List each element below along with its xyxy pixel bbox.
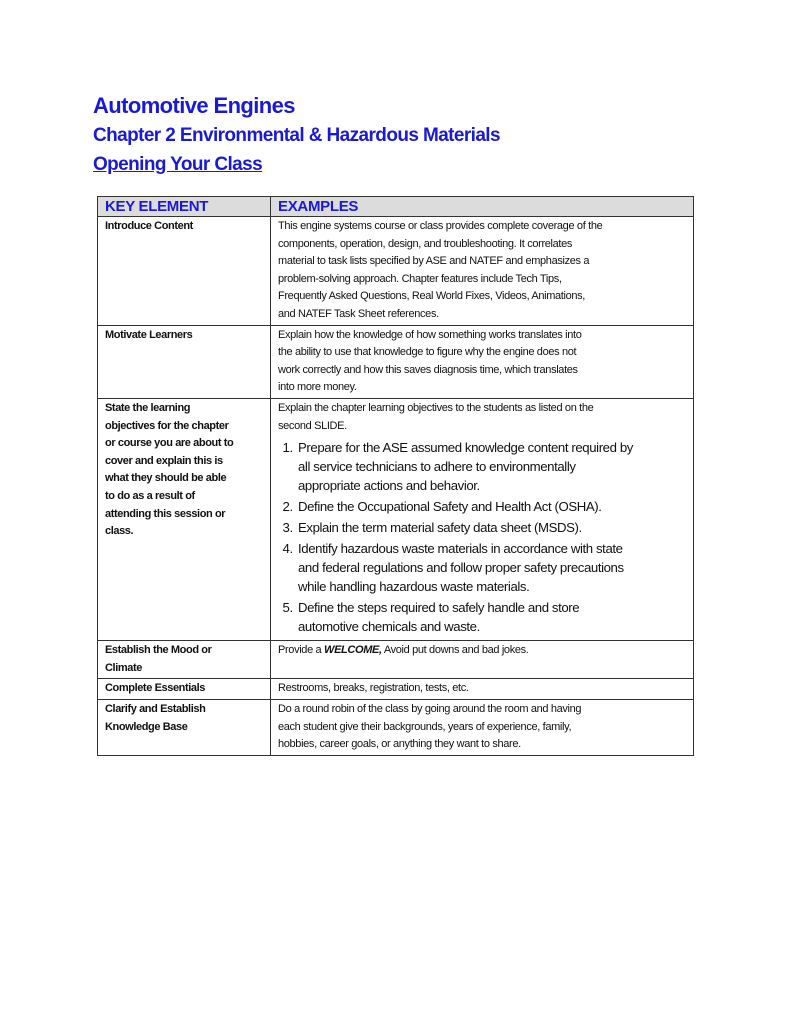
objective-line: 3. Explain the term material safety data sheet (MSDS). <box>298 520 582 536</box>
example-cell <box>271 398 694 640</box>
example-line: problem-solving approach. Chapter features include Tech Tips, <box>278 272 562 285</box>
example-line: Do a round robin of the class by going around the room and having <box>278 702 582 715</box>
example-line: the ability to use that knowledge to figure why the engine does not <box>278 346 577 359</box>
objective-item <box>296 539 687 596</box>
example-text: Provide a <box>278 644 325 657</box>
example-cell <box>271 217 694 326</box>
key-element-cell <box>98 217 271 326</box>
key-element-cell <box>98 325 271 398</box>
column-header-key-element: KEY ELEMENT <box>98 197 271 217</box>
objective-line: automotive chemicals and waste. <box>298 619 480 635</box>
example-line: Restrooms, breaks, registration, tests, etc. <box>278 682 469 695</box>
key-line: Introduce Content <box>105 220 193 232</box>
example-line <box>278 642 687 660</box>
example-cell <box>271 325 694 398</box>
table-row <box>98 398 694 640</box>
key-element-cell <box>98 679 271 700</box>
example-line: and NATEF Task Sheet references. <box>278 307 439 320</box>
example-line: Frequently Asked Questions, Real World Fixes, Videos, Animations, <box>278 290 586 303</box>
example-cell <box>271 679 694 700</box>
example-cell <box>271 699 694 755</box>
table-row <box>98 217 694 326</box>
key-element-cell <box>98 398 271 640</box>
objective-item <box>296 518 687 537</box>
key-line: Knowledge Base <box>105 720 188 733</box>
example-line: Explain how the knowledge of how something works translates into <box>278 328 582 341</box>
key-line: to do as a result of <box>105 489 195 502</box>
objective-line: while handling hazardous waste materials. <box>298 579 530 595</box>
objective-line: 2. Define the Occupational Safety and Health Act (OSHA). <box>298 499 602 515</box>
example-line: material to task lists specified by ASE and NATEF and emphasizes a <box>278 255 590 268</box>
key-line: Establish the Mood or <box>105 644 212 657</box>
example-line: into more money. <box>278 381 357 394</box>
example-cell <box>271 641 694 679</box>
example-line: hobbies, career goals, or anything they want to share. <box>278 738 521 751</box>
key-line: attending this session or <box>105 507 226 520</box>
objective-item <box>296 598 687 636</box>
table-row <box>98 679 694 700</box>
key-line: class. <box>105 525 134 538</box>
key-elements-table <box>97 196 694 756</box>
example-line: second SLIDE. <box>278 419 347 432</box>
key-element-cell <box>98 641 271 679</box>
objective-item <box>296 438 687 495</box>
example-text: Avoid put downs and bad jokes. <box>381 644 529 657</box>
key-element-cell <box>98 699 271 755</box>
objective-line: all service technicians to adhere to environmentally <box>298 459 576 475</box>
objectives-list <box>278 438 687 636</box>
document-title: Automotive Engines <box>93 93 295 118</box>
welcome-emphasis: WELCOME, <box>324 644 382 657</box>
objective-line: appropriate actions and behavior. <box>298 478 480 494</box>
key-line: Clarify and Establish <box>105 702 206 715</box>
objective-line: 4. Identify hazardous waste materials in accordance with state <box>298 541 623 557</box>
table-row <box>98 325 694 398</box>
objective-line: 5. Define the steps required to safely handle and store <box>298 600 580 616</box>
table-header-row <box>98 197 694 217</box>
key-line: or course you are about to <box>105 437 234 450</box>
column-header-examples: EXAMPLES <box>271 197 694 217</box>
key-line: Complete Essentials <box>105 682 205 695</box>
key-line: Climate <box>105 661 142 674</box>
key-line: State the learning <box>105 401 191 414</box>
example-line: components, operation, design, and troubleshooting. It correlates <box>278 237 573 250</box>
example-line: work correctly and how this saves diagnosis time, which translates <box>278 363 578 376</box>
objective-item <box>296 497 687 516</box>
chapter-title: Chapter 2 Environmental & Hazardous Materials <box>93 125 500 146</box>
example-line: each student give their backgrounds, years of experience, family, <box>278 720 572 733</box>
table-row <box>98 699 694 755</box>
section-title: Opening Your Class <box>93 154 263 175</box>
key-line: cover and explain this is <box>105 454 223 467</box>
key-line: what they should be able <box>105 472 227 485</box>
key-line: Motivate Learners <box>105 328 193 341</box>
objective-line: 1. Prepare for the ASE assumed knowledge content required by <box>298 440 633 456</box>
objective-line: and federal regulations and follow proper safety precautions <box>298 560 624 576</box>
table-row <box>98 641 694 679</box>
example-line: Explain the chapter learning objectives to the students as listed on the <box>278 401 594 414</box>
example-line: This engine systems course or class provides complete coverage of the <box>278 220 603 232</box>
key-line: objectives for the chapter <box>105 419 229 432</box>
